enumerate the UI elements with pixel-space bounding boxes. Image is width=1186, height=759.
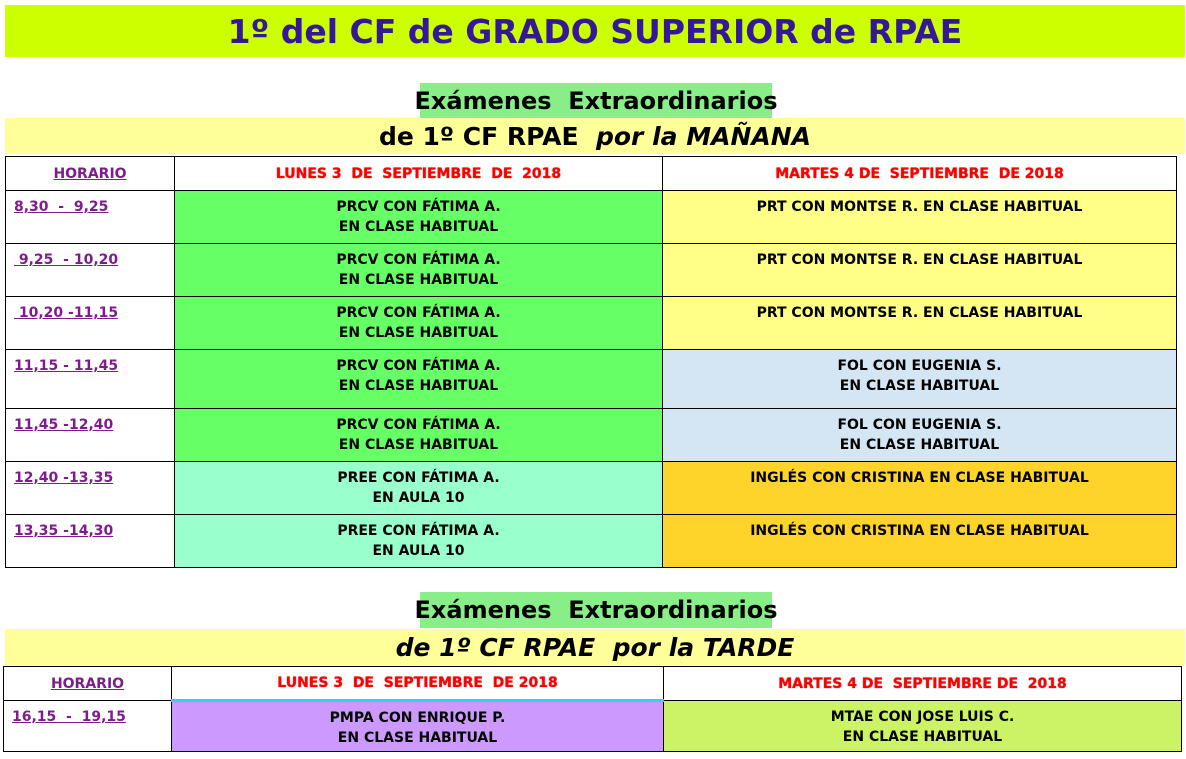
exam-cell-day2 — [663, 409, 1177, 462]
cell-line: PREE CON FÁTIMA A. — [337, 523, 500, 539]
afternoon-subheading-italic: de 1º CF RPAE por la TARDE — [395, 632, 795, 662]
morning-heading: Exámenes Extraordinarios — [420, 83, 772, 119]
cell-line: EN CLASE HABITUAL — [337, 730, 498, 746]
exam-cell-day2 — [663, 462, 1177, 515]
cell-line: EN AULA 10 — [372, 543, 465, 559]
morning-schedule-table — [5, 156, 1177, 568]
exam-cell-day2 — [663, 191, 1177, 244]
cell-line: INGLÉS CON CRISTINA EN CLASE HABITUAL — [750, 470, 1089, 486]
time-slot-link[interactable]: 16,15 - 19,15 — [4, 701, 172, 752]
cell-line: PRT CON MONTSE R. EN CLASE HABITUAL — [756, 305, 1083, 321]
exam-cell-day1 — [175, 244, 663, 297]
exam-cell-day1 — [172, 701, 664, 752]
time-slot-link[interactable]: 8,30 - 9,25 — [6, 191, 175, 244]
exam-cell-day2 — [664, 701, 1182, 752]
exam-cell-day1 — [175, 462, 663, 515]
col-header-day1: LUNES 3 DE SEPTIEMBRE DE 2018 — [172, 667, 664, 701]
table-row — [4, 701, 1182, 752]
afternoon-heading: Exámenes Extraordinarios — [420, 592, 772, 628]
morning-subheading-plain: de 1º CF RPAE — [378, 121, 596, 151]
cell-line: PRCV CON FÁTIMA A. — [336, 358, 501, 374]
time-slot-link[interactable]: 13,35 -14,30 — [6, 515, 175, 568]
exam-cell-day2 — [663, 297, 1177, 350]
table-row — [6, 462, 1177, 515]
table-row — [6, 350, 1177, 409]
col-header-time[interactable]: HORARIO — [4, 667, 172, 701]
time-slot-link[interactable]: 11,45 -12,40 — [6, 409, 175, 462]
cell-line: EN AULA 10 — [372, 490, 465, 506]
cell-line: FOL CON EUGENIA S. — [837, 417, 1002, 433]
morning-subheading — [5, 118, 1185, 154]
cell-line: PMPA CON ENRIQUE P. — [329, 710, 506, 726]
cell-line: EN CLASE HABITUAL — [842, 729, 1003, 745]
cell-line: FOL CON EUGENIA S. — [837, 358, 1002, 374]
col-header-day2: MARTES 4 DE SEPTIEMBRE DE 2018 — [664, 667, 1182, 701]
morning-header-row — [6, 157, 1177, 191]
cell-line: EN CLASE HABITUAL — [839, 437, 1000, 453]
col-header-day2: MARTES 4 DE SEPTIEMBRE DE 2018 — [663, 157, 1177, 191]
cell-line: EN CLASE HABITUAL — [338, 378, 499, 394]
table-row — [6, 297, 1177, 350]
time-slot-link[interactable]: 12,40 -13,35 — [6, 462, 175, 515]
morning-subheading-italic: por la MAÑANA — [595, 121, 811, 151]
cell-line: PRCV CON FÁTIMA A. — [336, 252, 501, 268]
afternoon-header-row — [4, 667, 1182, 701]
cell-line: EN CLASE HABITUAL — [338, 437, 499, 453]
page-title: 1º del CF de GRADO SUPERIOR de RPAE — [5, 5, 1185, 57]
cell-line: EN CLASE HABITUAL — [839, 378, 1000, 394]
time-slot-link[interactable]: 9,25 - 10,20 — [6, 244, 175, 297]
exam-cell-day1 — [175, 297, 663, 350]
exam-cell-day1 — [175, 409, 663, 462]
exam-cell-day2 — [663, 244, 1177, 297]
exam-cell-day1 — [175, 350, 663, 409]
cell-line: PRCV CON FÁTIMA A. — [336, 305, 501, 321]
time-slot-link[interactable]: 11,15 - 11,45 — [6, 350, 175, 409]
cell-line: INGLÉS CON CRISTINA EN CLASE HABITUAL — [750, 523, 1089, 539]
cell-line: EN CLASE HABITUAL — [338, 219, 499, 235]
exam-cell-day1 — [175, 515, 663, 568]
time-slot-link[interactable]: 10,20 -11,15 — [6, 297, 175, 350]
cell-line: PRCV CON FÁTIMA A. — [336, 417, 501, 433]
afternoon-subheading — [5, 629, 1185, 665]
cell-line: PRT CON MONTSE R. EN CLASE HABITUAL — [756, 199, 1083, 215]
table-row — [6, 515, 1177, 568]
table-row — [6, 244, 1177, 297]
cell-line: EN CLASE HABITUAL — [338, 272, 499, 288]
col-header-time[interactable]: HORARIO — [6, 157, 175, 191]
exam-cell-day1 — [175, 191, 663, 244]
table-row — [6, 191, 1177, 244]
cell-line: PREE CON FÁTIMA A. — [337, 470, 500, 486]
cell-line: EN CLASE HABITUAL — [338, 325, 499, 341]
col-header-day1: LUNES 3 DE SEPTIEMBRE DE 2018 — [175, 157, 663, 191]
table-row — [6, 409, 1177, 462]
cell-line: PRT CON MONTSE R. EN CLASE HABITUAL — [756, 252, 1083, 268]
cell-line: PRCV CON FÁTIMA A. — [336, 199, 501, 215]
cell-line: MTAE CON JOSE LUIS C. — [830, 709, 1015, 725]
exam-cell-day2 — [663, 350, 1177, 409]
exam-cell-day2 — [663, 515, 1177, 568]
afternoon-schedule-table — [3, 666, 1182, 752]
